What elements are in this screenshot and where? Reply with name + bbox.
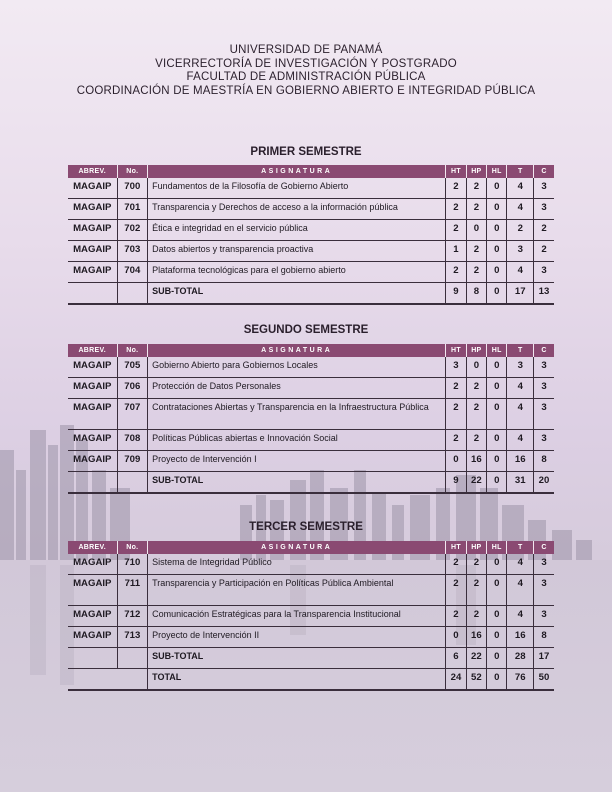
cell-asignatura: Políticas Públicas abiertas e Innovación Social [148, 430, 446, 451]
cell-c: 13 [534, 283, 555, 305]
cell-no: 700 [117, 178, 148, 199]
table-row [68, 378, 554, 399]
cell-t: 2 [507, 220, 534, 241]
cell-asignatura: Transparencia y Derechos de acceso a la información pública [148, 199, 446, 220]
cell-hp: 2 [466, 575, 486, 606]
cell-empty [68, 669, 148, 691]
col-hl: HL [487, 541, 507, 554]
semester-table [68, 344, 554, 494]
cell-t: 16 [507, 627, 534, 648]
cell-hl: 0 [487, 283, 507, 305]
table-row [68, 220, 554, 241]
cell-t: 17 [507, 283, 534, 305]
col-asignatura: ASIGNATURA [148, 344, 446, 357]
col-ht: HT [446, 165, 466, 178]
cell-abrev: MAGAIP [68, 378, 117, 399]
col-t: T [507, 165, 534, 178]
cell-asignatura: Contrataciones Abiertas y Transparencia en la Infraestructura Pública [148, 399, 446, 430]
col-hp: HP [466, 541, 486, 554]
cell-no: 709 [117, 451, 148, 472]
cell-hl: 0 [487, 648, 507, 669]
cell-abrev: MAGAIP [68, 451, 117, 472]
cell-ht: 24 [446, 669, 466, 691]
cell-hp: 8 [466, 283, 486, 305]
cell-hp: 2 [466, 199, 486, 220]
cell-hl: 0 [487, 451, 507, 472]
cell-hl: 0 [487, 178, 507, 199]
cell-empty [68, 648, 117, 669]
cell-ht: 0 [446, 627, 466, 648]
cell-hp: 2 [466, 378, 486, 399]
cell-ht: 2 [446, 606, 466, 627]
cell-no: 706 [117, 378, 148, 399]
cell-abrev: MAGAIP [68, 627, 117, 648]
cell-hl: 0 [487, 627, 507, 648]
cell-no: 705 [117, 357, 148, 378]
cell-ht: 2 [446, 378, 466, 399]
semester-title: PRIMER SEMESTRE [250, 146, 362, 158]
cell-hp: 2 [466, 430, 486, 451]
table-header [68, 165, 554, 178]
cell-hl: 0 [487, 399, 507, 430]
cell-t: 76 [507, 669, 534, 691]
cell-hl: 0 [487, 241, 507, 262]
col-c: C [534, 541, 555, 554]
table-row [68, 451, 554, 472]
subtotal-row [68, 283, 554, 305]
cell-ht: 9 [446, 283, 466, 305]
table-header [68, 344, 554, 357]
cell-asignatura: Proyecto de Intervención II [148, 627, 446, 648]
cell-t: 31 [507, 472, 534, 494]
col-asignatura: ASIGNATURA [148, 541, 446, 554]
cell-empty [68, 283, 117, 305]
document-header [0, 44, 612, 98]
cell-hl: 0 [487, 669, 507, 691]
cell-empty [117, 283, 148, 305]
cell-no: 704 [117, 262, 148, 283]
cell-hl: 0 [487, 262, 507, 283]
cell-abrev: MAGAIP [68, 606, 117, 627]
cell-c: 2 [534, 241, 555, 262]
cell-hl: 0 [487, 606, 507, 627]
subtotal-label: SUB-TOTAL [148, 648, 446, 669]
cell-asignatura: Datos abiertos y transparencia proactiva [148, 241, 446, 262]
cell-hp: 16 [466, 627, 486, 648]
col-no: No. [117, 541, 148, 554]
cell-hp: 2 [466, 554, 486, 575]
cell-abrev: MAGAIP [68, 430, 117, 451]
cell-c: 3 [534, 430, 555, 451]
table-row [68, 178, 554, 199]
table-row [68, 430, 554, 451]
cell-empty [117, 648, 148, 669]
cell-empty [68, 472, 117, 494]
cell-no: 703 [117, 241, 148, 262]
subtotal-label: SUB-TOTAL [148, 472, 446, 494]
semester-title: TERCER SEMESTRE [249, 521, 363, 533]
cell-hp: 52 [466, 669, 486, 691]
cell-hl: 0 [487, 554, 507, 575]
university-name: UNIVERSIDAD DE PANAMÁ [229, 44, 383, 56]
cell-t: 4 [507, 575, 534, 606]
table-row [68, 241, 554, 262]
cell-t: 4 [507, 378, 534, 399]
table-row [68, 357, 554, 378]
cell-asignatura: Fundamentos de la Filosofía de Gobierno Abierto [148, 178, 446, 199]
cell-hl: 0 [487, 472, 507, 494]
cell-abrev: MAGAIP [68, 178, 117, 199]
cell-asignatura: Protección de Datos Personales [148, 378, 446, 399]
col-no: No. [117, 165, 148, 178]
vice-rectorate: VICERRECTORÍA DE INVESTIGACIÓN Y POSTGRADO [155, 57, 457, 70]
cell-hl: 0 [487, 199, 507, 220]
cell-ht: 3 [446, 357, 466, 378]
cell-no: 702 [117, 220, 148, 241]
table-row [68, 554, 554, 575]
cell-t: 4 [507, 399, 534, 430]
cell-c: 2 [534, 220, 555, 241]
subtotal-row [68, 472, 554, 494]
col-hl: HL [487, 344, 507, 357]
cell-asignatura: Plataforma tecnológicas para el gobierno abierto [148, 262, 446, 283]
cell-t: 3 [507, 357, 534, 378]
col-hl: HL [487, 165, 507, 178]
cell-hp: 22 [466, 472, 486, 494]
cell-no: 712 [117, 606, 148, 627]
col-abrev: ABREV. [68, 344, 117, 357]
subtotal-label: SUB-TOTAL [148, 283, 446, 305]
col-ht: HT [446, 344, 466, 357]
table-row [68, 399, 554, 430]
cell-c: 8 [534, 451, 555, 472]
cell-abrev: MAGAIP [68, 554, 117, 575]
semester-title: SEGUNDO SEMESTRE [243, 324, 369, 336]
cell-empty [117, 472, 148, 494]
cell-c: 50 [534, 669, 555, 691]
cell-asignatura: Sistema de Integridad Público [148, 554, 446, 575]
total-label: TOTAL [148, 669, 446, 691]
cell-ht: 2 [446, 554, 466, 575]
cell-hl: 0 [487, 430, 507, 451]
cell-c: 3 [534, 357, 555, 378]
col-c: C [534, 165, 555, 178]
cell-c: 3 [534, 399, 555, 430]
cell-abrev: MAGAIP [68, 262, 117, 283]
cell-abrev: MAGAIP [68, 575, 117, 606]
col-hp: HP [466, 165, 486, 178]
cell-hp: 2 [466, 262, 486, 283]
cell-hp: 2 [466, 178, 486, 199]
cell-ht: 2 [446, 220, 466, 241]
cell-t: 4 [507, 606, 534, 627]
cell-ht: 9 [446, 472, 466, 494]
cell-abrev: MAGAIP [68, 241, 117, 262]
col-t: T [507, 344, 534, 357]
cell-ht: 2 [446, 575, 466, 606]
cell-hp: 16 [466, 451, 486, 472]
cell-hp: 2 [466, 606, 486, 627]
cell-asignatura: Transparencia y Participación en Políticas Pública Ambiental [148, 575, 446, 606]
cell-ht: 1 [446, 241, 466, 262]
program-coordination: COORDINACIÓN DE MAESTRÍA EN GOBIERNO ABIERTO E INTEGRIDAD PÚBLICA [76, 84, 536, 97]
cell-no: 708 [117, 430, 148, 451]
col-abrev: ABREV. [68, 541, 117, 554]
cell-asignatura: Ética e integridad en el servicio pública [148, 220, 446, 241]
cell-t: 4 [507, 199, 534, 220]
cell-no: 711 [117, 575, 148, 606]
cell-abrev: MAGAIP [68, 399, 117, 430]
cell-c: 8 [534, 627, 555, 648]
cell-hp: 0 [466, 220, 486, 241]
table-header [68, 541, 554, 554]
cell-abrev: MAGAIP [68, 357, 117, 378]
subtotal-row [68, 648, 554, 669]
cell-t: 4 [507, 430, 534, 451]
cell-hp: 2 [466, 241, 486, 262]
cell-asignatura: Proyecto de Intervención I [148, 451, 446, 472]
table-row [68, 575, 554, 606]
cell-hp: 0 [466, 357, 486, 378]
cell-no: 713 [117, 627, 148, 648]
col-abrev: ABREV. [68, 165, 117, 178]
cell-hl: 0 [487, 220, 507, 241]
semester-table [68, 541, 554, 691]
col-asignatura: ASIGNATURA [148, 165, 446, 178]
cell-t: 16 [507, 451, 534, 472]
semester-table [68, 165, 554, 305]
cell-c: 20 [534, 472, 555, 494]
faculty-name: FACULTAD DE ADMINISTRACIÓN PÚBLICA [186, 71, 426, 83]
table-row [68, 199, 554, 220]
cell-ht: 2 [446, 199, 466, 220]
cell-abrev: MAGAIP [68, 199, 117, 220]
cell-ht: 0 [446, 451, 466, 472]
col-ht: HT [446, 541, 466, 554]
cell-ht: 2 [446, 430, 466, 451]
table-row [68, 262, 554, 283]
cell-c: 3 [534, 554, 555, 575]
cell-no: 701 [117, 199, 148, 220]
cell-hp: 2 [466, 399, 486, 430]
cell-t: 4 [507, 178, 534, 199]
col-hp: HP [466, 344, 486, 357]
cell-asignatura: Gobierno Abierto para Gobiernos Locales [148, 357, 446, 378]
cell-c: 3 [534, 199, 555, 220]
cell-no: 710 [117, 554, 148, 575]
cell-asignatura: Comunicación Estratégicas para la Transparencia Institucional [148, 606, 446, 627]
cell-c: 17 [534, 648, 555, 669]
cell-t: 4 [507, 262, 534, 283]
cell-ht: 2 [446, 262, 466, 283]
cell-hl: 0 [487, 575, 507, 606]
table-row [68, 627, 554, 648]
col-t: T [507, 541, 534, 554]
cell-c: 3 [534, 178, 555, 199]
cell-t: 28 [507, 648, 534, 669]
total-row [68, 669, 554, 691]
cell-hl: 0 [487, 357, 507, 378]
cell-hl: 0 [487, 378, 507, 399]
cell-c: 3 [534, 575, 555, 606]
cell-ht: 6 [446, 648, 466, 669]
cell-c: 3 [534, 606, 555, 627]
cell-ht: 2 [446, 399, 466, 430]
col-no: No. [117, 344, 148, 357]
cell-t: 3 [507, 241, 534, 262]
cell-ht: 2 [446, 178, 466, 199]
col-c: C [534, 344, 555, 357]
cell-no: 707 [117, 399, 148, 430]
table-row [68, 606, 554, 627]
cell-abrev: MAGAIP [68, 220, 117, 241]
cell-t: 4 [507, 554, 534, 575]
cell-c: 3 [534, 262, 555, 283]
cell-hp: 22 [466, 648, 486, 669]
cell-c: 3 [534, 378, 555, 399]
